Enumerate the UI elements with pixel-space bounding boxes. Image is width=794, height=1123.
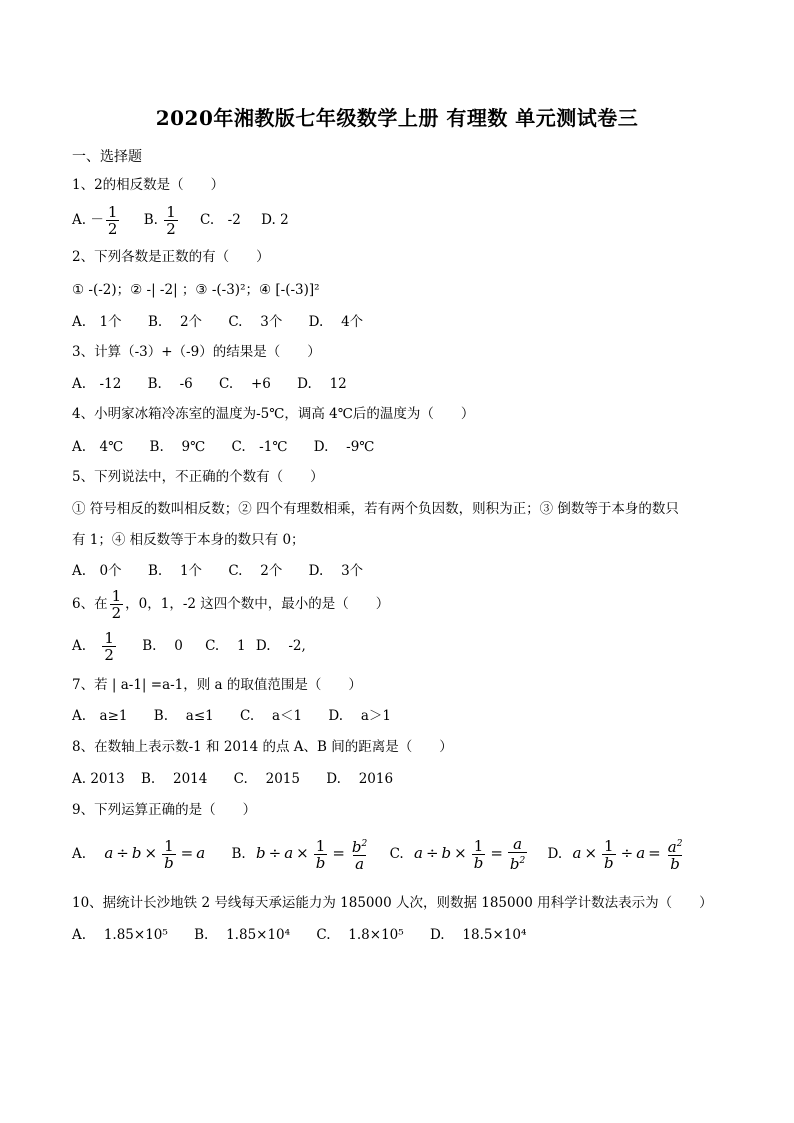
option-b: B. 0 [142,638,183,654]
option-a: A. 0个 [72,563,122,579]
option-b: B. 1个 [147,563,203,579]
option-a-label: A. [72,638,87,654]
question-5-options [72,562,385,580]
option-d: D. 4个 [308,314,364,330]
option-a: A. a≥1 [72,708,128,724]
question-5-line-1: ① 符号相反的数叫相反数；② 四个有理数相乘，若有两个负因数，则积为正；③ 倒数等于本身的数只 [72,501,679,517]
option-c-label: C. [389,846,404,862]
option-b: B. 9℃ [149,439,206,455]
option-a: A. 2013 [72,771,125,787]
option-c: C. 2个 [228,563,283,579]
option-c-expression: a ÷ b × $\frac{1}{b}$ = $\frac{a}{b^2}$ [414,835,526,873]
option-d: D. 2016 [326,771,394,787]
option-b: B. 2014 [141,771,208,787]
option-b: B. -6 [147,376,193,392]
question-4-options [72,438,396,456]
option-b: B. 1.85×10⁴ [194,927,291,943]
question-7-stem: 7、若 | a-1| =a-1，则 a 的取值范围是（ ） [72,677,362,693]
option-c: C. +6 [219,376,271,392]
option-a-expression: a ÷ b × $\frac{1}{b}$ = a [104,836,206,872]
option-c: C. 1 [205,638,246,654]
option-a: A. 1.85×10⁵ [72,927,168,943]
option-b: B. a≤1 [153,708,214,724]
question-2-items: ① -(-2)；② -| -2| ；③ -(-3)²；④ [-(-3)]² [72,282,320,298]
option-d-label: D. [547,846,563,862]
fraction: $\frac{1}{2}$ [166,203,176,238]
question-5-stem: 5、下列说法中，不正确的个数有（ ） [72,469,324,485]
fraction: $\frac{1}{2}$ [111,587,122,622]
option-a-label: A. [72,846,87,862]
option-d: D. -2, [255,638,306,654]
question-10-options [72,926,548,944]
question-1-stem: 1、2的相反数是（ ） [72,177,225,193]
option-c: C. 1.8×10⁵ [316,927,404,943]
fraction: $\frac{1}{2}$ [104,629,114,664]
question-2-stem: 2、下列各数是正数的有（ ） [72,249,270,265]
section-heading: 一、选择题 [72,149,142,165]
question-8-options [72,770,415,788]
option-d-expression: a × $\frac{1}{b}$ ÷ a = $\frac{a^2}{b}$ [572,836,683,873]
option-c: C. -2 [200,212,241,228]
option-d: D. 18.5×10⁴ [429,927,527,943]
question-2-options [72,313,385,331]
option-a-label: A. [72,212,87,228]
question-3-stem: 3、计算（-3）+（-9）的结果是（ ） [72,344,321,360]
question-5-line-2: 有 1；④ 相反数等于本身的数只有 0； [72,532,305,548]
question-6-options [72,630,306,663]
question-9-stem: 9、下列运算正确的是（ ） [72,802,257,818]
question-10-stem: 10、据统计长沙地铁 2 号线每天承运能力为 185000 人次，则数据 185000 用科学计数法表示为（ ） [72,895,713,911]
fraction: $\frac{1}{2}$ [107,203,118,238]
option-d: D. a＞1 [328,708,391,724]
option-b-label: B. [231,846,246,862]
question-4-stem: 4、小明家冰箱冷冻室的温度为-5℃，调高 4℃后的温度为（ ） [72,406,475,422]
option-b-label: B. [143,212,158,228]
option-b-expression: b ÷ a × $\frac{1}{b}$ = $\frac{b^2}{a}$ [256,836,368,873]
option-c: C. 3个 [228,314,283,330]
question-3-options [72,375,369,393]
option-d: D. 2 [261,212,289,228]
option-c: C. a＜1 [240,708,303,724]
option-a: A. -12 [72,376,122,392]
option-d: D. 3个 [308,563,364,579]
question-8-stem: 8、在数轴上表示数-1 和 2014 的点 A、B 间的距离是（ ） [72,739,453,755]
question-7-options [72,707,413,725]
option-c: C. -1℃ [231,439,288,455]
option-d: D. -9℃ [313,439,375,455]
option-b: B. 2个 [147,314,203,330]
question-1-options [72,204,289,237]
option-a-sign: － [90,212,104,228]
page-title: 2020年湘教版七年级数学上册 有理数 单元测试卷三 [155,106,639,130]
option-a: A. 4℃ [72,439,124,455]
option-a: A. 1个 [72,314,122,330]
question-9-options [72,836,686,872]
question-6-stem: 6、在 $\frac{1}{2}$ ，0，1，-2 这四个数中，最小的是（ ） [72,587,390,622]
option-c: C. 2015 [233,771,300,787]
option-d: D. 12 [297,376,347,392]
